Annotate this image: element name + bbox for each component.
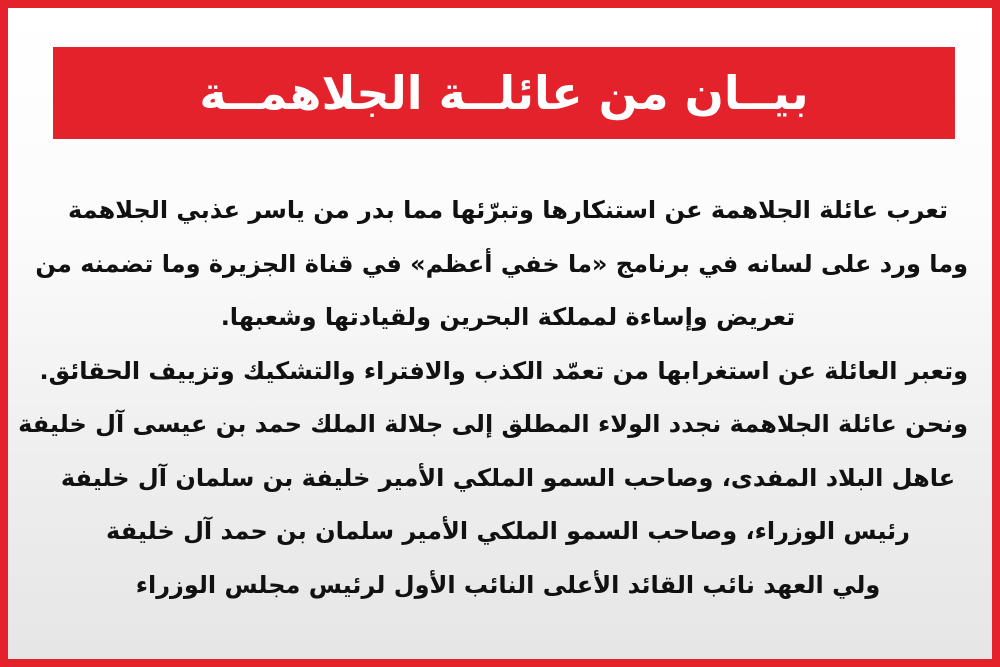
announcement-body (18, 184, 968, 612)
title-banner (53, 47, 955, 139)
body-line-6: عاهل البلاد المفدى، وصاحب السمو الملكي الأمير خليفة بن سلمان آل خليفة (60, 463, 956, 492)
body-line-4: وتعبر العائلة عن استغرابها من تعمّد الكذب والافتراء والتشكيك وتزييف الحقائق. (39, 356, 968, 385)
body-line-8: ولي العهد نائب القائد الأعلى النائب الأول لرئيس مجلس الوزراء (135, 570, 881, 599)
body-line-2: وما ورد على لسانه في برنامج «ما خفي أعظم» في قناة الجزيرة وما تضمنه من (35, 249, 968, 278)
body-line-5: ونحن عائلة الجلاهمة نجدد الولاء المطلق إلى جلالة الملك حمد بن عيسى آل خليفة (18, 410, 968, 438)
announcement-title: بيــان من عائلــة الجلاهمــة (199, 66, 809, 120)
body-line-1: تعرب عائلة الجلاهمة عن استنكارها وتبرّئها مما بدر من ياسر عذبي الجلاهمة (68, 196, 948, 224)
body-line-7: رئيس الوزراء، وصاحب السمو الملكي الأمير سلمان بن حمد آل خليفة (106, 517, 910, 545)
body-line-3: تعريض وإساءة لمملكة البحرين ولقيادتها وشعبها. (220, 303, 796, 331)
